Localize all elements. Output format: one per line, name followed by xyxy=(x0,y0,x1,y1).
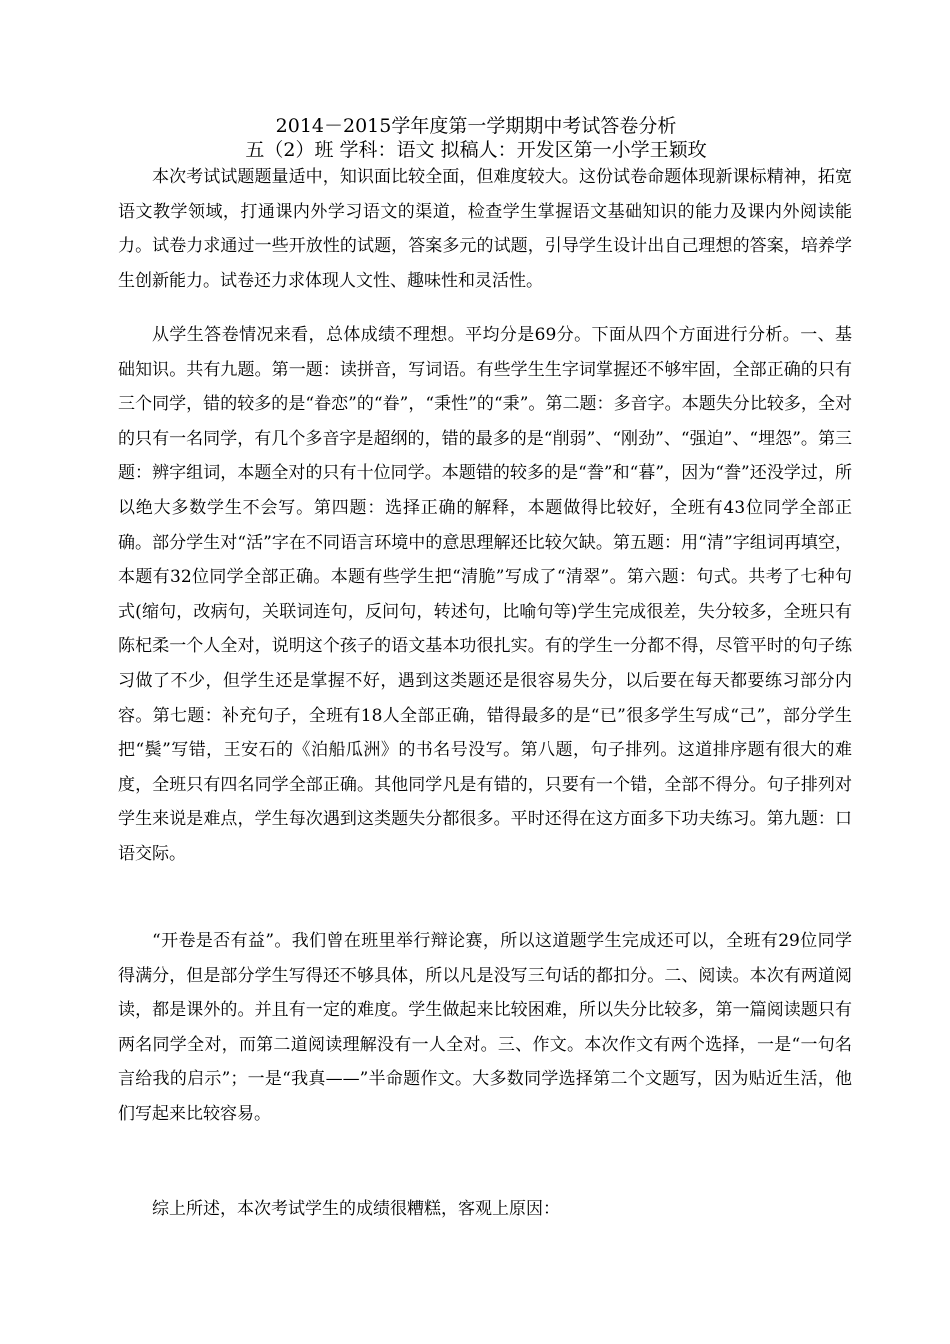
document-subtitle: 五（2）班 学科：语文 拟稿人：开发区第一小学王颖玫 xyxy=(245,139,707,161)
paragraph-intro: 本次考试试题题量适中，知识面比较全面，但难度较大。这份试卷命题体现新课标精神，拓宽语文教学领域，打通课内外学习语文的渠道，检查学生掌握语文基础知识的能力及课内外阅读能力。试卷力求通过一些开放性的试题，答案多元的试题，引导学生设计出自己理想的答案，培养学生创新能力。试卷还力求体现人文性、趣味性和灵活性。 xyxy=(118,167,852,291)
paragraph-reading-writing: “开卷是否有益”。我们曾在班里举行辩论赛，所以这道题学生完成还可以，全班有29位同学得满分，但是部分学生写得还不够具体，所以凡是没写三句话的都扣分。二、阅读。本次有两道阅读，都是课外的。并且有一定的难度。学生做起来比较困难，所以失分比较多，第一篇阅读题只有两名同学全对，而第二道阅读理解没有一人全对。三、作文。本次作文有两个选择，一是“一句名言给我的启示”；一是“我真——”半命题作文。大多数同学选择第二个文题写，因为贴近生活，他们写起来比较容易。 xyxy=(118,931,852,1124)
paragraph-summary: 综上所述，本次考试学生的成绩很糟糕，客观上原因： xyxy=(152,1199,560,1219)
paragraph-basic-knowledge: 从学生答卷情况来看，总体成绩不理想。平均分是69分。下面从四个方面进行分析。一、基础知识。共有九题。第一题：读拼音，写词语。有些学生生字词掌握还不够牢固，全部正确的只有三个同学，错的较多的是“眷恋”的“眷”，“秉性”的“秉”。第二题：多音字。本题失分比较多，全对的只有一名同学，有几个多音字是超纲的，错的最多的是“削弱”、“刚劲”、“强迫”、“埋怨”。第三题：辨字组词，本题全对的只有十位同学。本题错的较多的是“誊”和“暮”，因为“誊”还没学过，所以绝大多数学生不会写。第四题：选择正确的解释，本题做得比较好，全班有43位同学全部正确。部分学生对“活”字在不同语言环境中的意思理解还比较欠缺。第五题：用“清”字组词再填空，本题有32位同学全部正确。本题有些学生把“清脆”写成了“清翠”。第六题：句式。共考了七种句式(缩句，改病句，关联词连句，反问句，转述句，比喻句等)学生完成很差，失分较多，全班只有陈杞柔一个人全对，说明这个孩子的语文基本功很扎实。有的学生一分都不得，尽管平时的句子练习做了不少，但学生还是掌握不好，遇到这类题还是很容易失分，以后要在每天都要练习部分内容。第七题：补充句子，全班有18人全部正确，错得最多的是“已”很多学生写成“己”，部分学生把“鬓”写错，王安石的《泊船瓜洲》的书名号没写。第八题，句子排列。这道排序题有很大的难度，全班只有四名同学全部正确。其他同学凡是有错的，只要有一个错，全部不得分。句子排列对学生来说是难点，学生每次遇到这类题失分都很多。平时还得在这方面多下功夫练习。第九题：口语交际。 xyxy=(118,325,852,864)
document-title: 2014－2015学年度第一学期期中考试答卷分析 xyxy=(275,115,677,137)
